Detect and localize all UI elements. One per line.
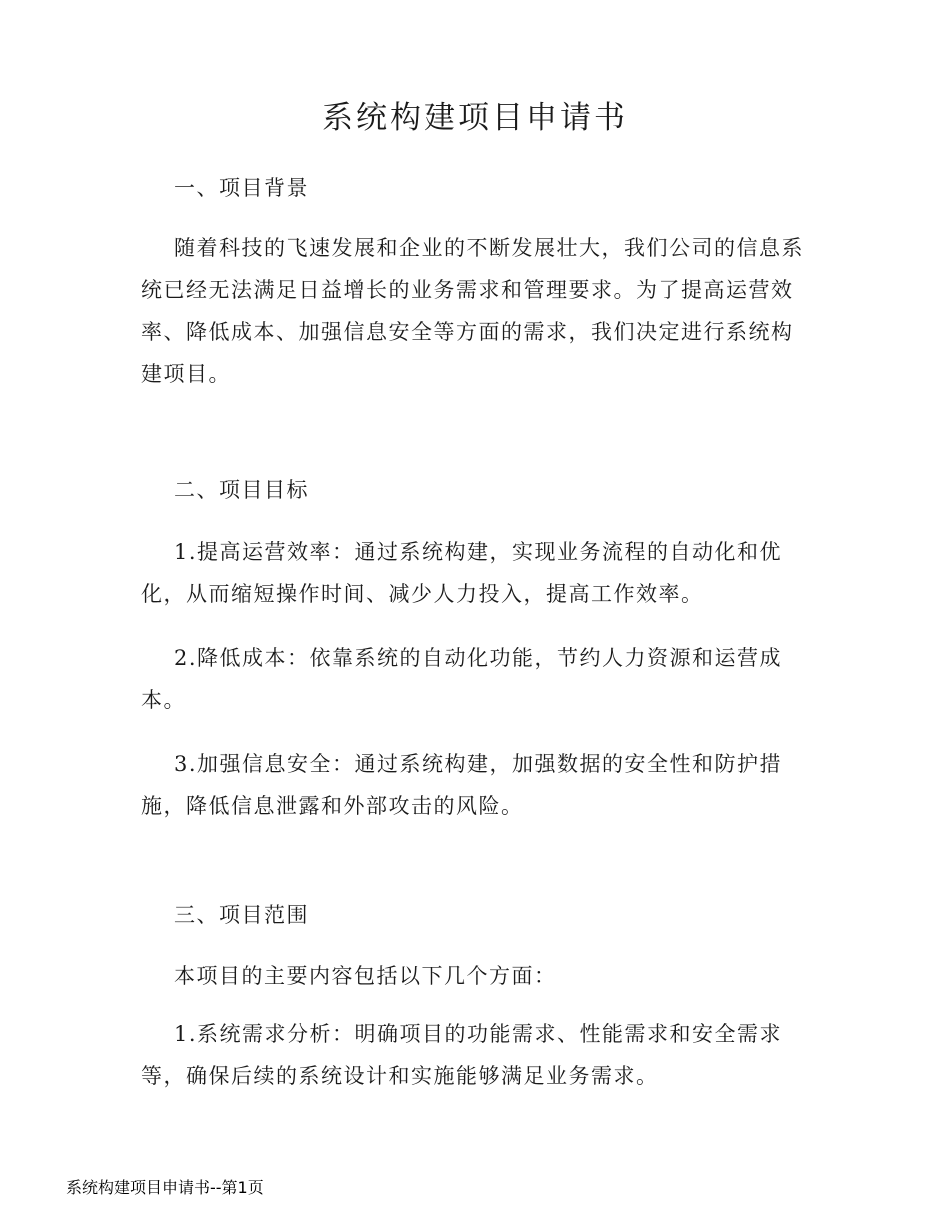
page-footer: 系统构建项目申请书--第1页 (66, 1178, 264, 1197)
document-title: 系统构建项目申请书 (322, 100, 628, 136)
goal-item-efficiency: 1.提高运营效率：通过系统构建，实现业务流程的自动化和优化，从而缩短操作时间、减少人力投入，提高工作效率。 (141, 540, 783, 606)
scope-item-requirements: 1.系统需求分析：明确项目的功能需求、性能需求和安全需求等，确保后续的系统设计和实施能够满足业务需求。 (141, 1022, 783, 1088)
goal-item-security: 3.加强信息安全：通过系统构建，加强数据的安全性和防护措施，降低信息泄露和外部攻击的风险。 (141, 752, 783, 818)
scope-intro: 本项目的主要内容包括以下几个方面： (174, 964, 557, 988)
background-paragraph: 随着科技的飞速发展和企业的不断发展壮大，我们公司的信息系统已经无法满足日益增长的业务需求和管理要求。为了提高运营效率、降低成本、加强信息安全等方面的需求，我们决定进行系统构建项目。 (141, 236, 804, 386)
goal-item-cost: 2.降低成本：依靠系统的自动化功能，节约人力资源和运营成本。 (141, 646, 783, 712)
section-heading-goals: 二、项目目标 (174, 478, 309, 502)
section-heading-scope: 三、项目范围 (174, 903, 309, 927)
section-heading-background: 一、项目背景 (174, 176, 309, 200)
